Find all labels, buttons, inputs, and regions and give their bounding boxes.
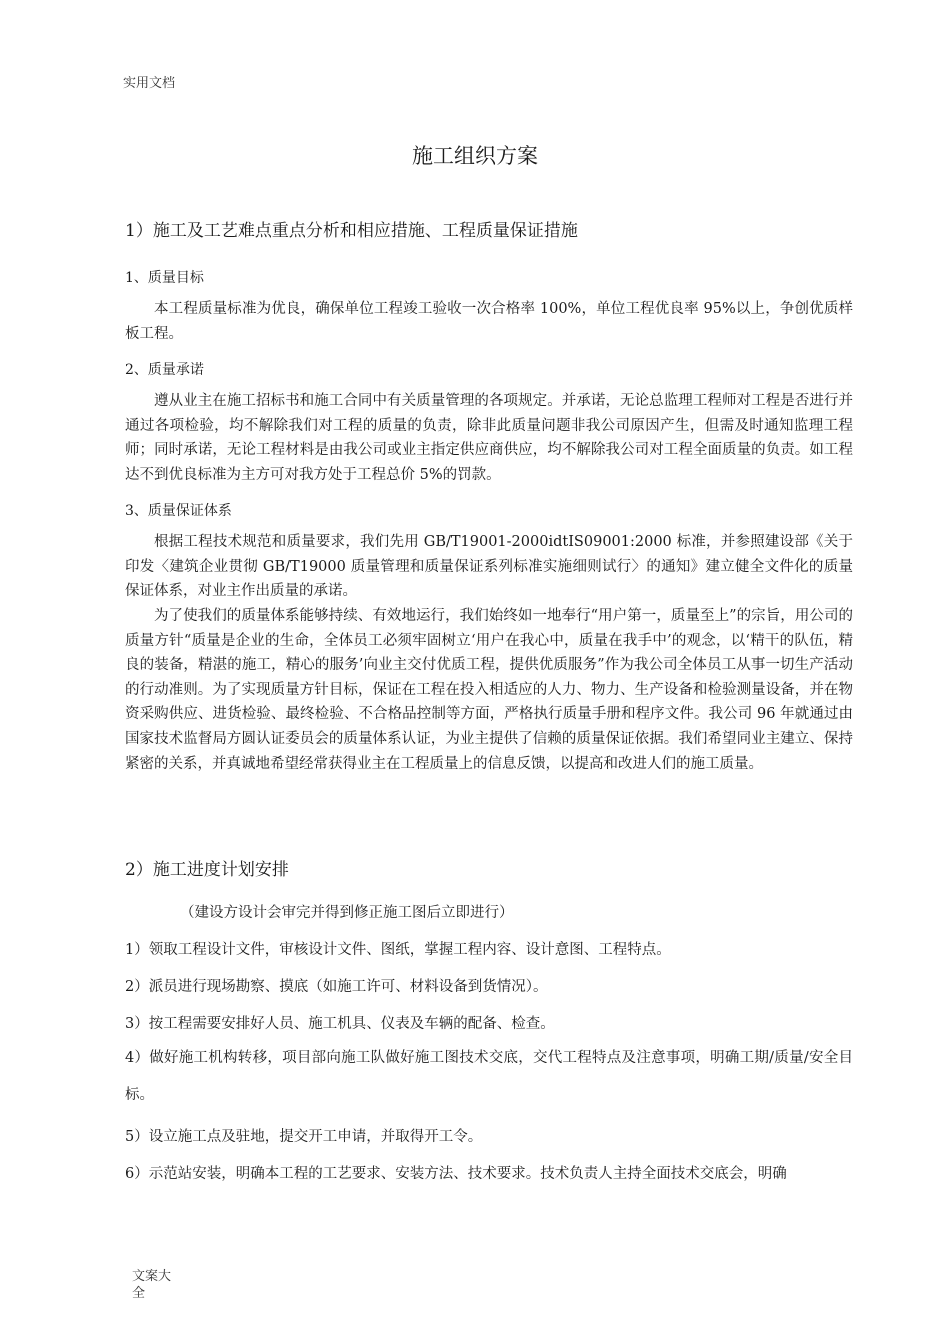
page-footer-note: 文案大全 bbox=[132, 1269, 172, 1301]
schedule-step-6: 6）示范站安装，明确本工程的工艺要求、安装方法、技术要求。技术负责人主持全面技术交底会，明确 bbox=[125, 1166, 787, 1182]
quality-commitment-paragraph: 遵从业主在施工招标书和施工合同中有关质量管理的各项规定。并承诺，无论总监理工程师对工程是否进行并通过各项检验，均不解除我们对工程的质量的负责，除非此质量问题非我公司原因产生，但需及时通知监理工程师；同时承诺，无论工程材料是由我公司或业主指定供应商供应，均不解除我公司对工程全面质量的负责。如工程达不到优良标准为主方可对我方处于工程总价 5%的罚款。 bbox=[125, 393, 853, 483]
schedule-step-5: 5）设立施工点及驻地，提交开工申请，并取得开工令。 bbox=[125, 1129, 483, 1145]
section1-heading: 1）施工及工艺难点重点分析和相应措施、工程质量保证措施 bbox=[125, 221, 578, 241]
quality-goal-paragraph: 本工程质量标准为优良，确保单位工程竣工验收一次合格率 100%，单位工程优良率 95%以上，争创优质样板工程。 bbox=[125, 301, 853, 342]
schedule-note: （建设方设计会审完并得到修正施工图后立即进行） bbox=[180, 905, 514, 921]
schedule-step-2: 2）派员进行现场勘察、摸底（如施工许可、材料设备到货情况）。 bbox=[125, 979, 548, 995]
quality-system-paragraph-2: 为了使我们的质量体系能够持续、有效地运行，我们始终如一地奉行“用户第一，质量至上”的宗旨，用公司的质量方针“质量是企业的生命，全体员工必须牢固树立‘用户在我心中，质量在我手中’的观念，以‘精干的队伍，精良的装备，精湛的施工，精心的服务’向业主交付优质工程，提供优质服务”作为我公司全体员工从事一切生产活动的行动准则。为了实现质量方针目标，保证在工程在投入相适应的人力、物力、生产设备和检验测量设备，并在物资采购供应、进货检验、最终检验、不合格品控制等方面，严格执行质量手册和程序文件。我公司 96 年就通过由国家技术监督局方圆认证委员会的质量体系认证，为业主提供了信赖的质量保证依据。我们希望同业主建立、保持紧密的关系，并真诚地希望经常获得业主在工程质量上的信息反馈，以提高和改进人们的施工质量。 bbox=[125, 608, 853, 772]
section2-heading: 2）施工进度计划安排 bbox=[125, 860, 289, 880]
page-header-note: 实用文档 bbox=[123, 76, 176, 91]
quality-goal-heading: 1、质量目标 bbox=[125, 270, 204, 286]
quality-commitment-heading: 2、质量承诺 bbox=[125, 362, 204, 378]
document-title: 施工组织方案 bbox=[412, 144, 538, 168]
quality-system-heading: 3、质量保证体系 bbox=[125, 503, 232, 519]
quality-system-paragraph-1: 根据工程技术规范和质量要求，我们先用 GB/T19001-2000idtIS09001:2000 标准，并参照建设部《关于印发〈建筑企业贯彻 GB/T19000 质量管理和质量保证系列标准实施细则试行〉的通知》建立健全文件化的质量保证体系，对业主作出质量的承诺。 bbox=[125, 534, 853, 600]
schedule-step-3: 3）按工程需要安排好人员、施工机具、仪表及车辆的配备、检查。 bbox=[125, 1016, 555, 1032]
schedule-step-4: 4）做好施工机构转移，项目部向施工队做好施工图技术交底，交代工程特点及注意事项，明确工期/质量/安全目标。 bbox=[125, 1050, 853, 1103]
schedule-step-1: 1）领取工程设计文件，审核设计文件、图纸，掌握工程内容、设计意图、工程特点。 bbox=[125, 942, 671, 958]
